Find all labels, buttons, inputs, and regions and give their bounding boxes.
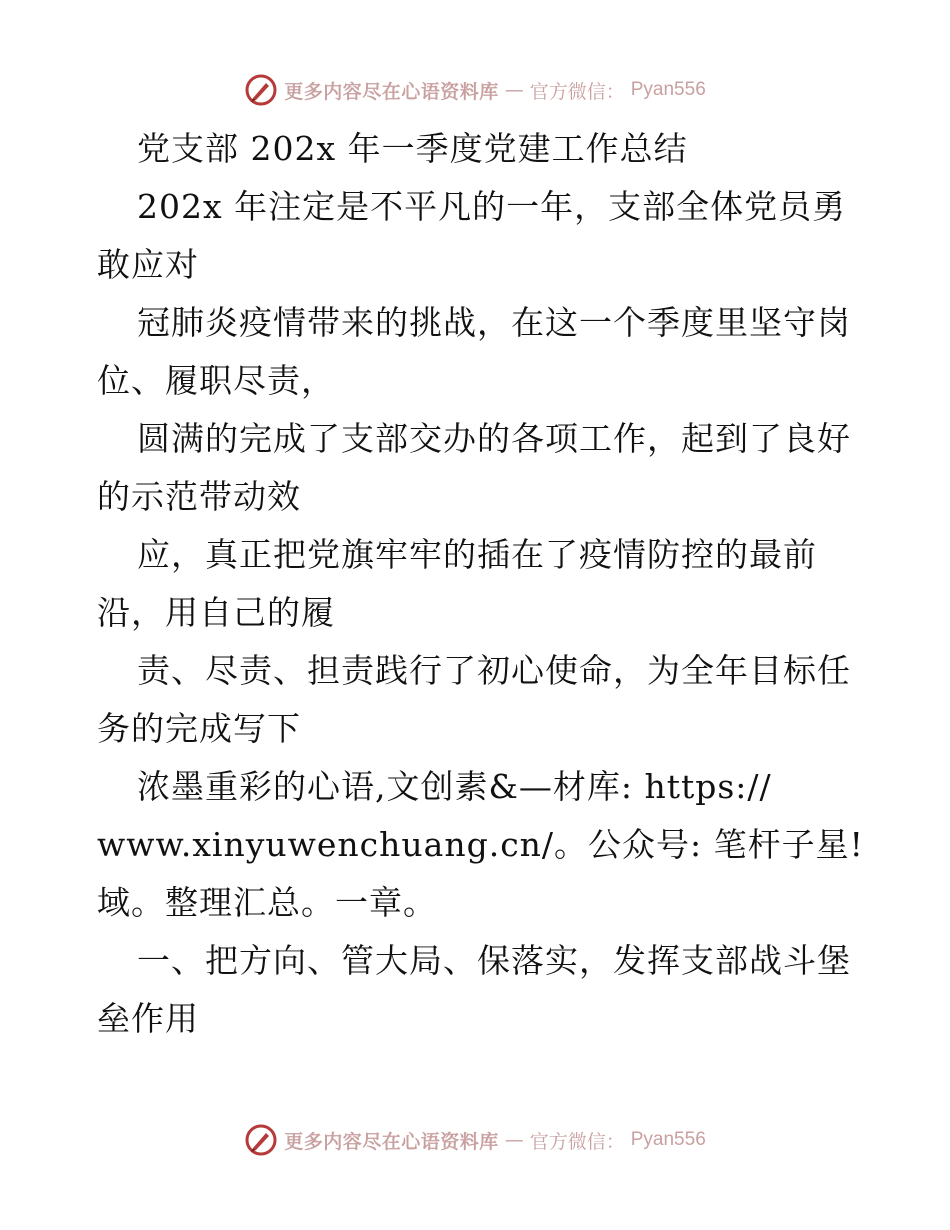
paragraph-line: 的示范带动效: [97, 477, 301, 516]
watermark-main-text: 更多内容尽在心语资料库: [284, 80, 499, 103]
paragraph-line: 冠肺炎疫情带来的挑战，在这一个季度里坚守岗: [137, 303, 851, 342]
header-watermark: [0, 70, 950, 110]
paragraph-line: 位、履职尽责，: [97, 361, 335, 400]
footer-watermark: [0, 1120, 950, 1160]
paragraph-line: 务的完成写下: [97, 709, 301, 748]
paragraph-line: 圆满的完成了支部交办的各项工作，起到了良好: [137, 419, 851, 458]
paragraph-line: 敢应对: [97, 245, 199, 284]
watermark-separator: —: [504, 79, 524, 101]
watermark-wechat-label: 官方微信：: [529, 1130, 625, 1153]
paragraph-line: 浓墨重彩的心语,文创素&—材库: https://: [137, 767, 772, 806]
watermark-wechat-label: 官方微信：: [529, 80, 625, 103]
pen-logo-icon: [244, 1123, 278, 1157]
paragraph-line: 域。整理汇总。一章。: [97, 883, 437, 922]
document-title: 党支部 202x 年一季度党建工作总结: [137, 129, 688, 168]
pen-logo-icon: [244, 73, 278, 107]
section-heading-continued: 垒作用: [97, 999, 199, 1038]
watermark-separator: —: [504, 1129, 524, 1151]
paragraph-line: 责、尽责、担责践行了初心使命，为全年目标任: [137, 651, 851, 690]
watermark-wechat-id: Pyan556: [630, 1129, 706, 1150]
document-body: [97, 120, 864, 1048]
section-heading: 一、把方向、管大局、保落实，发挥支部战斗堡: [137, 941, 851, 980]
paragraph-line: 应，真正把党旗牢牢的插在了疫情防控的最前: [137, 535, 817, 574]
watermark-main-text: 更多内容尽在心语资料库: [284, 1130, 499, 1153]
watermark-wechat-id: Pyan556: [630, 79, 706, 100]
paragraph-line: www.xinyuwenchuang.cn/。公众号: 笔杆子星!: [97, 825, 864, 864]
paragraph-line: 202x 年注定是不平凡的一年，支部全体党员勇: [137, 187, 847, 226]
paragraph-line: 沿，用自己的履: [97, 593, 335, 632]
